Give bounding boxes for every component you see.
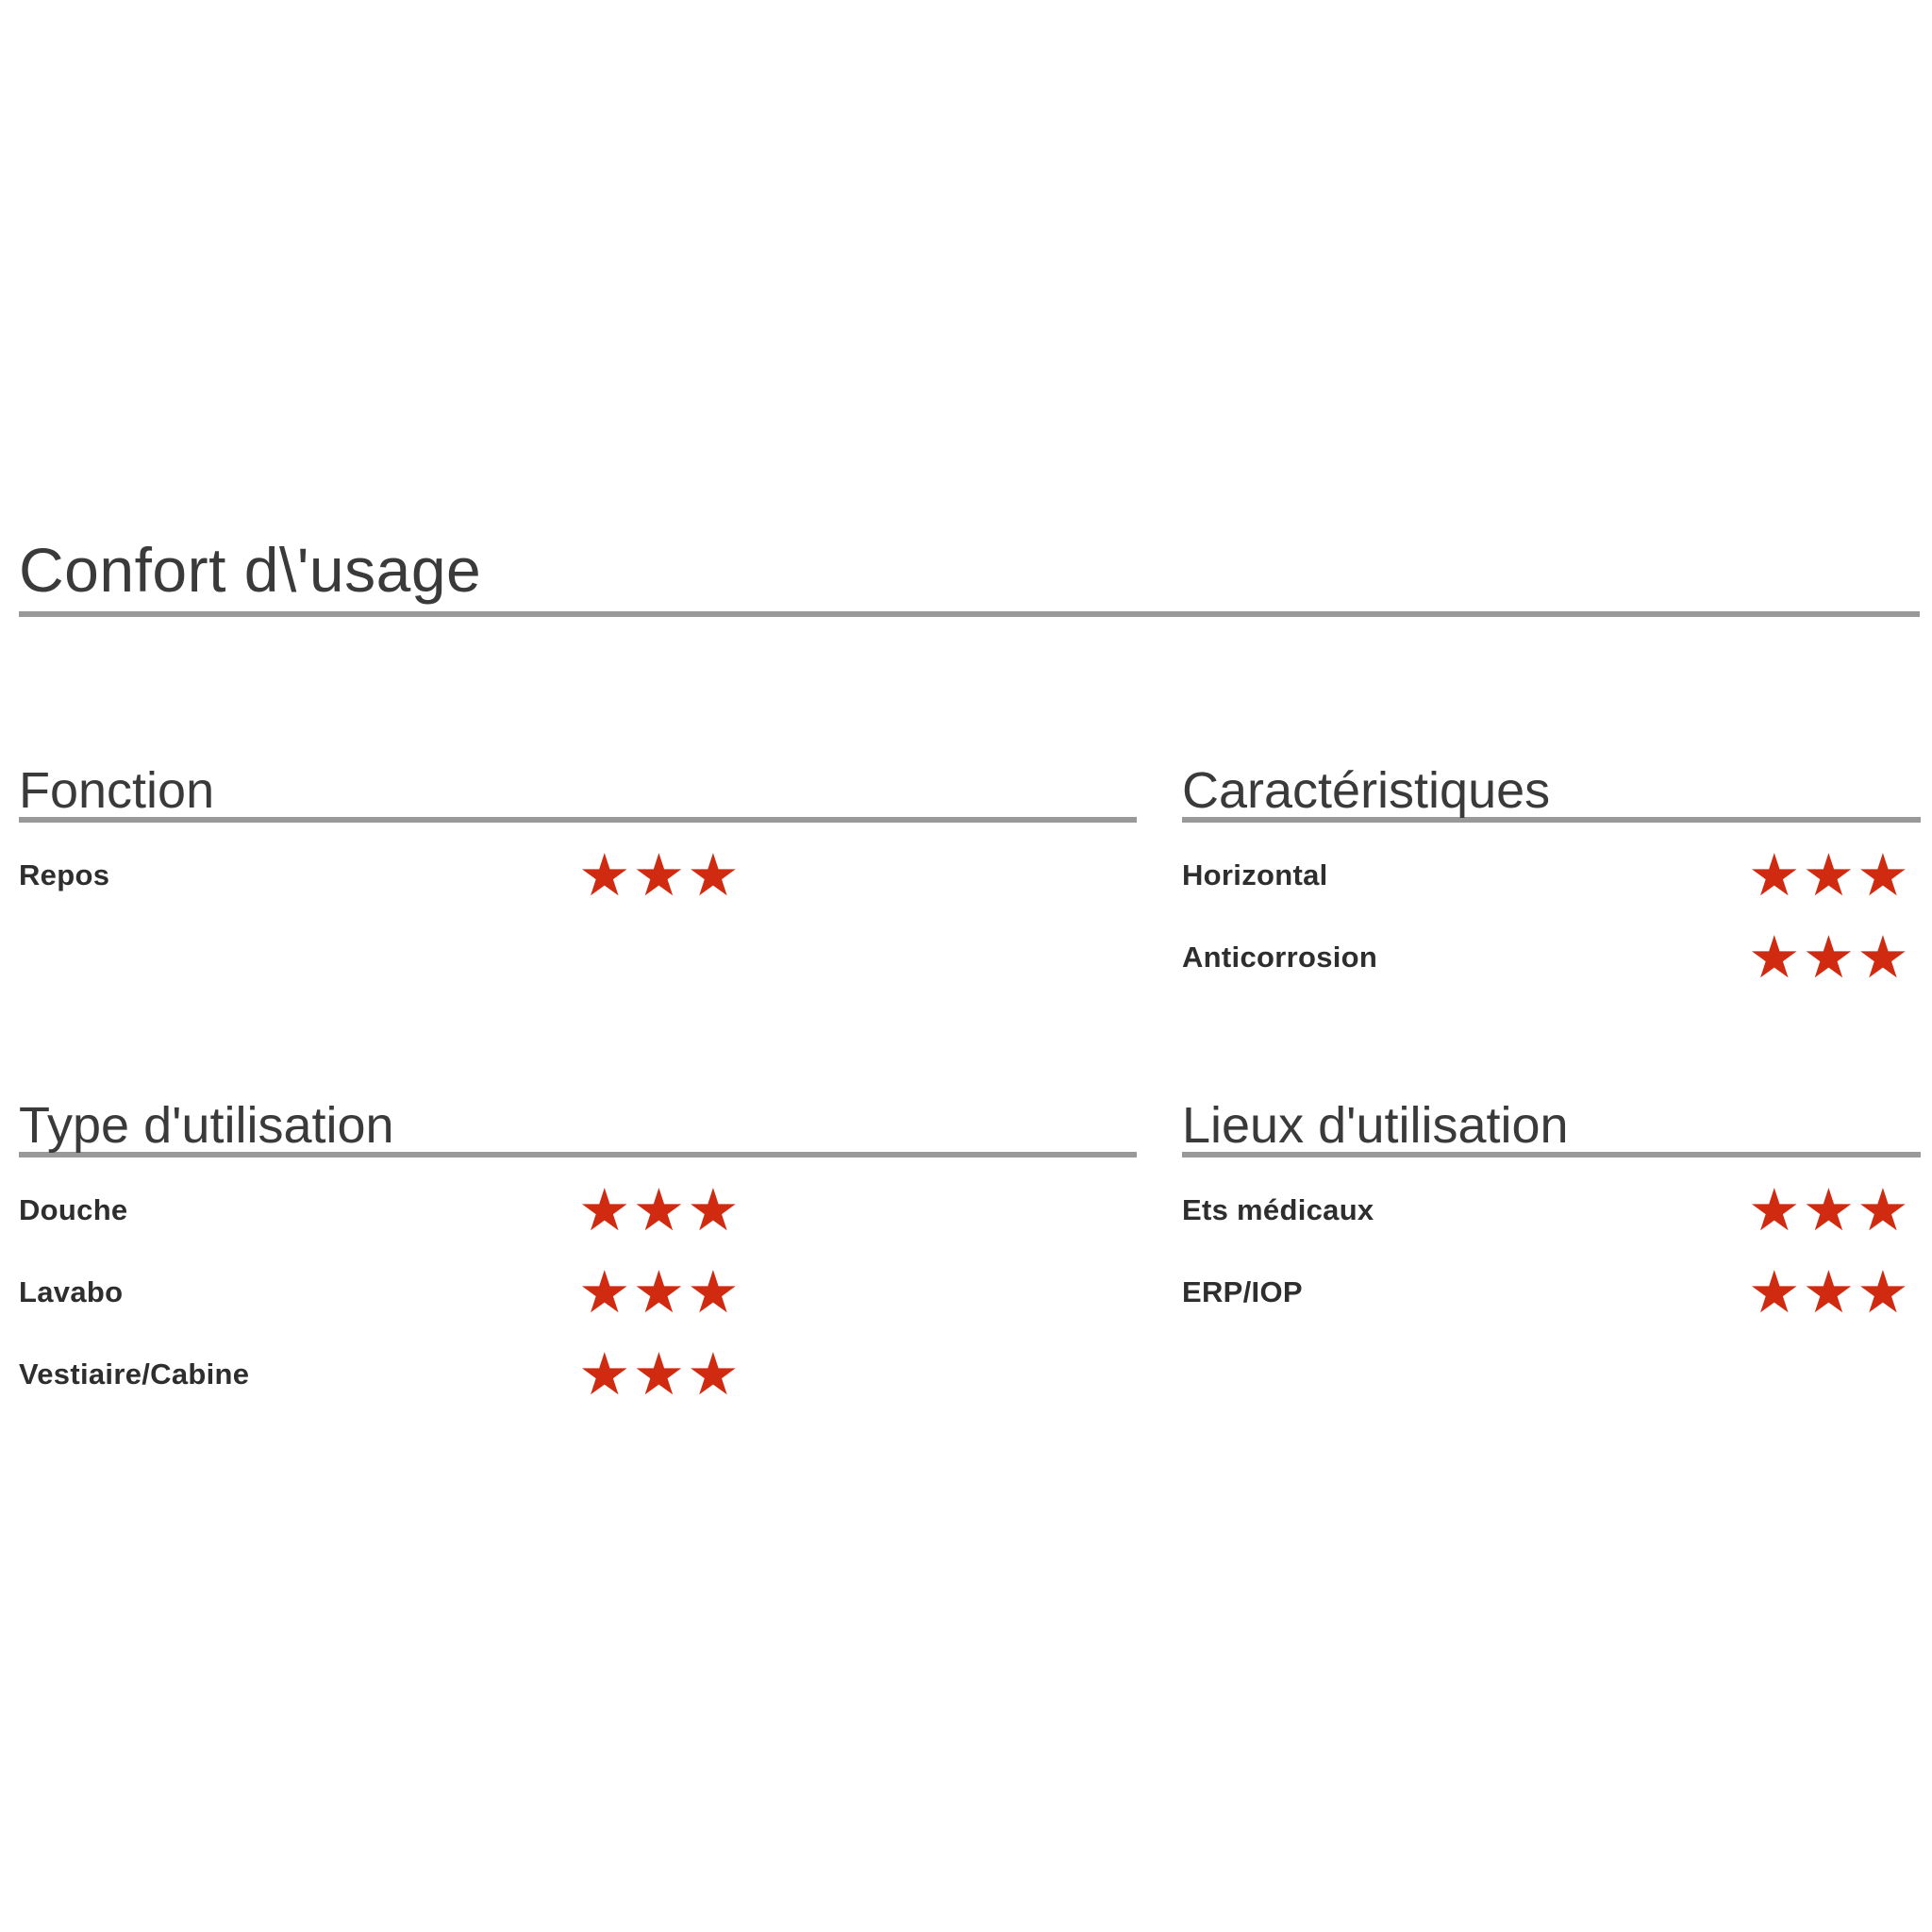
rating-row-anticorrosion [1182,916,1921,998]
rating-label: Vestiaire/Cabine [19,1357,250,1391]
star-rating-icon: ★★★ [1748,841,1911,909]
section-caracteristiques [1182,764,1921,998]
rating-row-vestiaire-cabine [19,1333,1137,1415]
section-type-utilisation [19,1099,1137,1415]
section-heading-lieux-utilisation: Lieux d'utilisation [1182,1099,1921,1158]
section-rows [1182,1169,1921,1333]
star-rating-icon: ★★★ [1748,1175,1911,1244]
star-rating-icon: ★★★ [578,1257,741,1326]
section-rows [19,1169,1137,1415]
section-heading-fonction: Fonction [19,764,1137,823]
rating-label: Anticorrosion [1182,940,1378,974]
page-title: Confort d\'usage [19,534,1920,617]
section-rows [1182,834,1921,998]
rating-label: ERP/IOP [1182,1274,1303,1308]
star-rating-icon: ★★★ [1748,923,1911,991]
star-rating-icon: ★★★ [578,1175,741,1244]
star-rating-icon: ★★★ [1748,1257,1911,1326]
section-fonction [19,764,1137,998]
sections-grid [19,764,1921,1415]
rating-row-ets-medicaux [1182,1169,1921,1251]
rating-label: Douche [19,1192,128,1226]
rating-label: Repos [19,858,110,891]
section-lieux-utilisation [1182,1099,1921,1415]
rating-row-erp-iop [1182,1251,1921,1333]
section-rows [19,834,1137,916]
rating-label: Ets médicaux [1182,1192,1374,1226]
rating-row-horizontal [1182,834,1921,916]
rating-row-lavabo [19,1251,1137,1333]
rating-row-douche [19,1169,1137,1251]
title-block [19,534,1920,617]
star-rating-icon: ★★★ [578,1340,741,1408]
rating-row-repos [19,834,1137,916]
star-rating-icon: ★★★ [578,841,741,909]
section-heading-caracteristiques: Caractéristiques [1182,764,1921,823]
section-heading-type-utilisation: Type d'utilisation [19,1099,1137,1158]
rating-label: Horizontal [1182,858,1328,891]
rating-label: Lavabo [19,1274,124,1308]
